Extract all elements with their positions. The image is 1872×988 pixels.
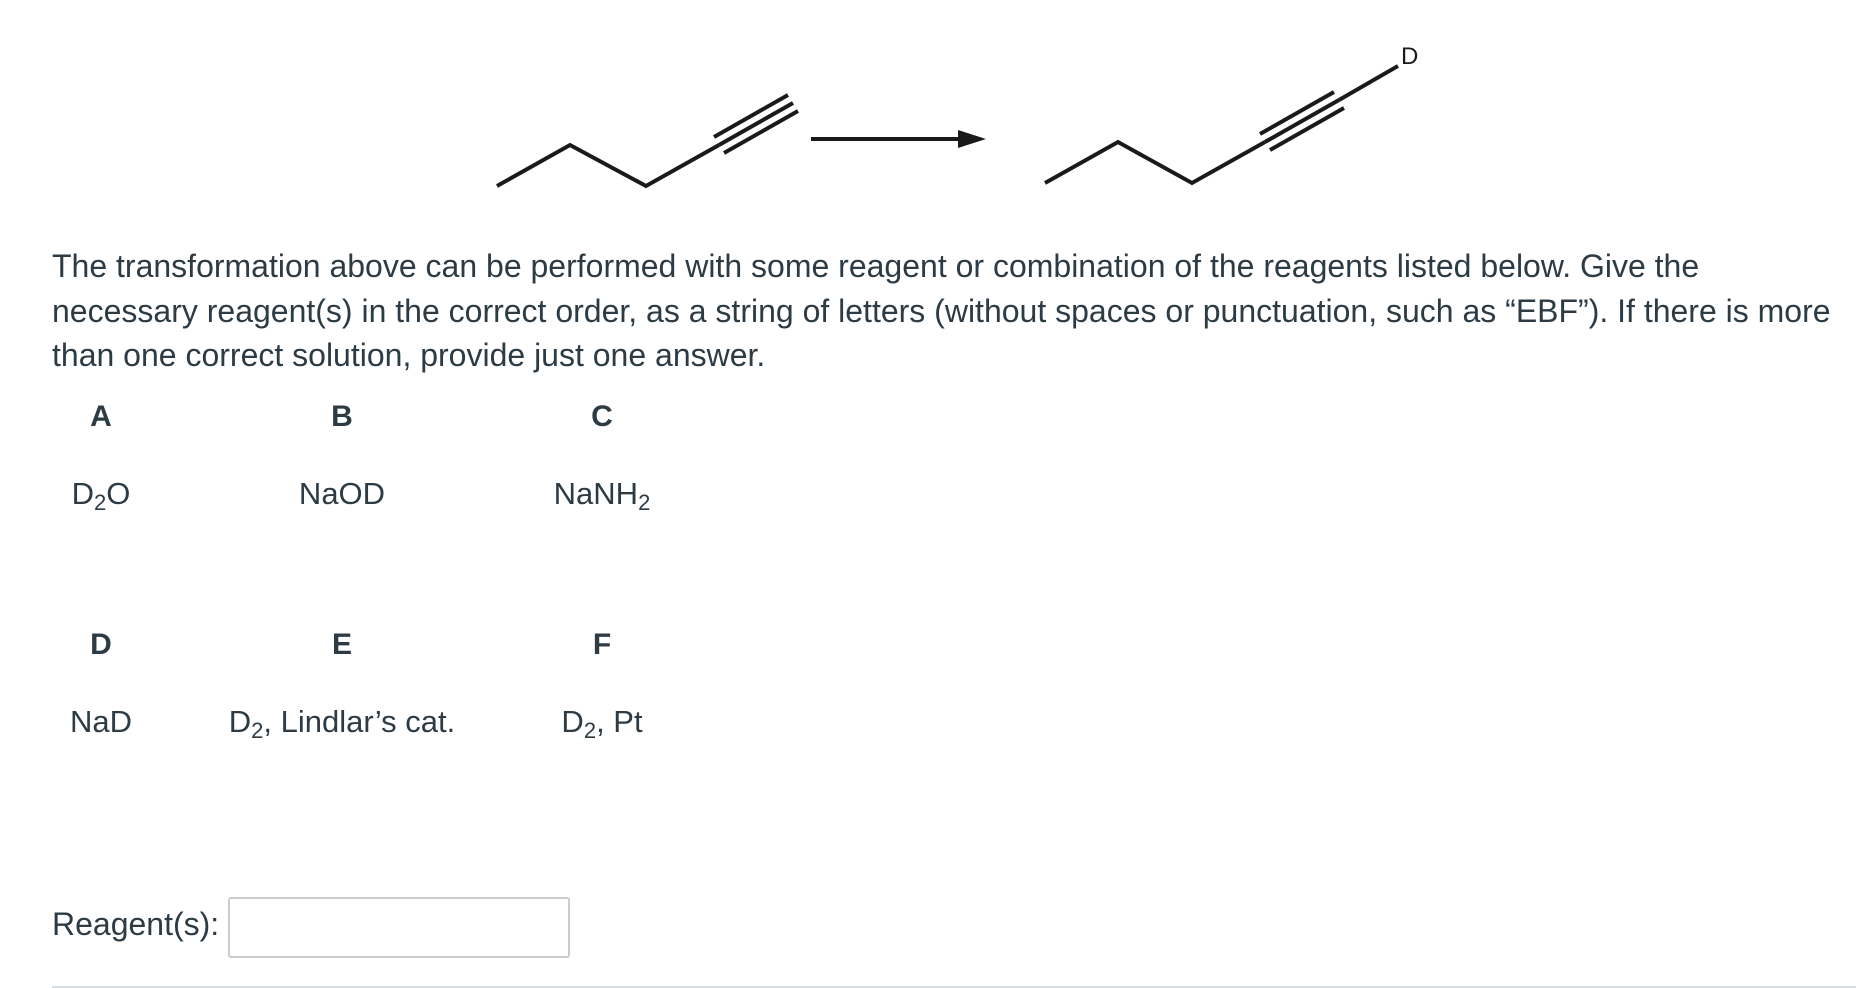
product-triple-bond-1	[1265, 100, 1339, 142]
formula-part: NaNH	[553, 476, 639, 511]
question-text: The transformation above can be performed with some reagent or combination of the reagents listed below. Give the necessary reagent(s) in the correct order, as a string of letters (without spaces or punctuation, such as “EBF”). If there is more than one correct solution, provide just one answer.	[52, 248, 1831, 373]
product-deuterium-label: D	[1401, 43, 1419, 70]
reactant-triple-bond-2	[714, 95, 788, 137]
formula-part: , Lindlar’s cat.	[263, 704, 456, 739]
reagent-formula-d	[70, 704, 132, 740]
reaction-arrow	[811, 130, 986, 148]
product-triple-bond-2	[1260, 92, 1334, 134]
reagent-formula-b	[299, 476, 385, 512]
reagent-formula-e	[228, 704, 456, 743]
formula-part: 2	[251, 718, 264, 743]
reagent-letter-f: F	[592, 628, 612, 661]
reactant-triple-bond-3	[724, 111, 798, 153]
formula-part: 2	[94, 490, 107, 515]
reagent-letter-b: B	[331, 400, 353, 433]
product-structure	[1045, 43, 1418, 183]
formula-part: D	[228, 704, 252, 739]
reaction-scheme	[0, 0, 1872, 240]
reactant-structure	[497, 95, 798, 186]
reagents-answer-label: Reagent(s):	[52, 906, 220, 942]
formula-part: D	[561, 704, 584, 739]
reagent-formula-f	[561, 704, 643, 743]
reagent-formula-a	[71, 476, 131, 515]
product-triple-bond-3	[1270, 108, 1344, 150]
formula-part: , Pt	[596, 704, 643, 739]
formula-part: 2	[638, 490, 651, 515]
reagent-letter-c: C	[591, 400, 613, 433]
product-c-d-bond	[1339, 66, 1398, 100]
reagent-letter-a: A	[90, 400, 112, 433]
reagents-answer-input[interactable]	[228, 897, 570, 958]
reagent-table	[52, 392, 852, 752]
reagent-formula-c	[553, 476, 651, 515]
reactant-triple-bond-1	[719, 103, 793, 145]
reactant-chain	[497, 145, 719, 186]
product-chain	[1045, 142, 1265, 183]
formula-part: NaOD	[298, 476, 386, 511]
formula-part: O	[106, 476, 131, 511]
reagent-letter-d: D	[90, 628, 112, 661]
formula-part: 2	[583, 718, 597, 743]
formula-part: D	[71, 476, 95, 511]
reagent-letter-e: E	[331, 628, 353, 661]
formula-part: NaD	[69, 704, 133, 739]
